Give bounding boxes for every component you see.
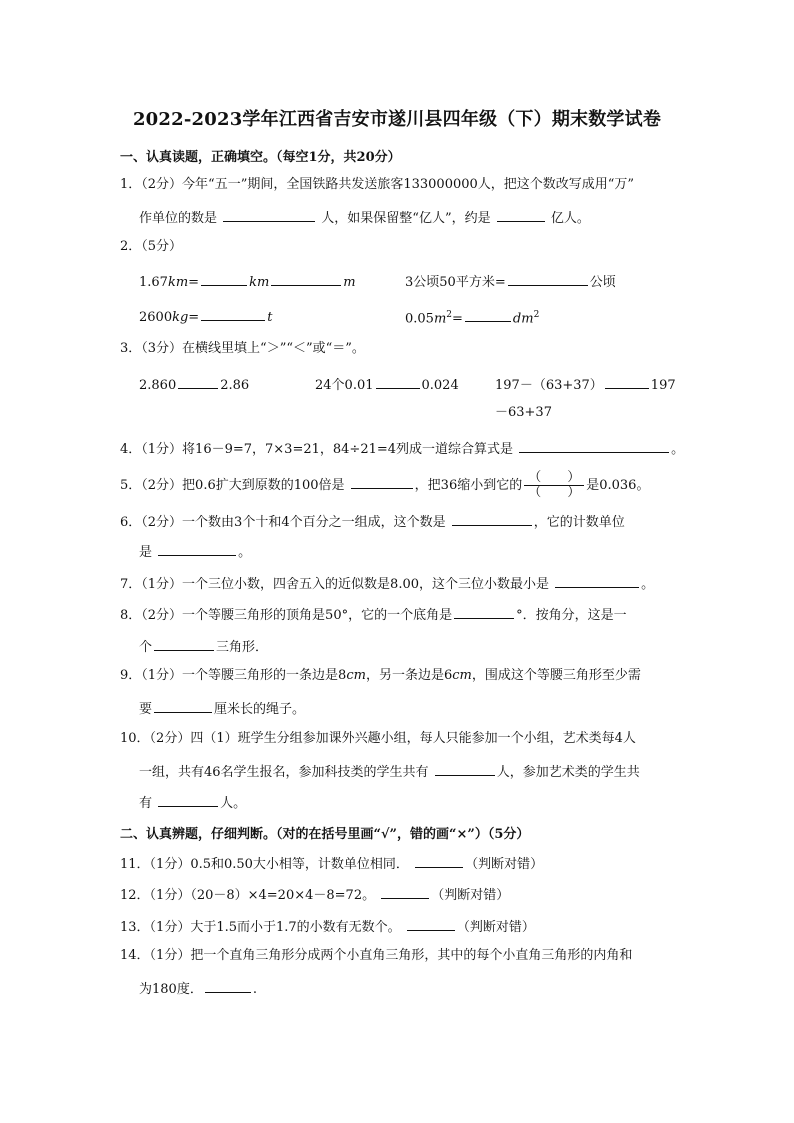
q2-a-eq: = [188, 275, 200, 290]
question-12 [120, 884, 509, 905]
q10-blank-2[interactable] [158, 792, 218, 807]
q3-a-blank[interactable] [178, 374, 218, 389]
question-2-head: 2．（5分） [120, 239, 183, 254]
q7-end: 。 [641, 577, 655, 592]
q6-text-d: 。 [238, 545, 252, 560]
q2-c-unit-kg: kg [172, 310, 189, 325]
question-2-item-a [139, 271, 356, 292]
q2-c-value: 2600 [139, 310, 173, 325]
question-13 [120, 916, 535, 937]
q3-b-blank[interactable] [376, 374, 420, 389]
q2-d-sup-2: 2 [533, 310, 540, 320]
q2-a-unit-km-2: km [249, 275, 270, 290]
q11-text: 11．（1分）0.5和0.50大小相等，计数单位相同． [120, 857, 409, 872]
q12-text: 12．（1分）（20－8）×4=20×4－8=72。 [120, 888, 376, 903]
q6-text-c: 是 [139, 545, 153, 560]
question-6-line-1 [120, 511, 625, 532]
question-3-item-c-continued: －63+37 [495, 405, 552, 420]
q5-fraction-denominator: （ ） [528, 485, 581, 500]
q10-text-c: 有 [139, 796, 153, 811]
q12-end: （判断对错） [431, 888, 510, 903]
q5-text-b: ，把36缩小到它的 [414, 478, 523, 493]
q2-d-eq: = [452, 311, 463, 327]
question-1-blank-2[interactable] [497, 207, 545, 222]
q3-a-left: 2.860 [139, 378, 177, 393]
question-3-item-a [139, 374, 249, 395]
q9-unit-cm-2: cm [452, 668, 472, 683]
q2-d-value: 0.05 [405, 311, 434, 327]
q11-blank[interactable] [415, 853, 463, 868]
question-2-item-d [405, 306, 539, 328]
question-3-item-c [495, 374, 676, 395]
q2-a-value: 1.67 [139, 275, 168, 290]
q8-text-a: 8．（2分）一个等腰三角形的顶角是50°，它的一个底角是 [120, 608, 453, 623]
q5-text-c: 是0.036。 [586, 478, 650, 493]
q4-blank[interactable] [519, 438, 669, 453]
q2-c-eq: = [188, 310, 200, 325]
q2-c-unit-t: t [267, 310, 273, 325]
q3-a-right: 2.86 [220, 378, 250, 393]
q10-blank-1[interactable] [435, 761, 495, 776]
q3-c-right: 197 [650, 378, 676, 393]
question-8-line-1 [120, 604, 627, 625]
q2-b-unit: 公顷 [589, 275, 616, 290]
question-6-line-2 [139, 541, 251, 562]
q6-blank-2[interactable] [158, 541, 236, 556]
q9-text-a: 9．（1分）一个等腰三角形的一条边是8 [120, 668, 347, 683]
q8-text-c: 个 [139, 640, 153, 655]
question-1-line-2 [139, 207, 590, 228]
q3-c-left: 197－（63+37） [495, 378, 603, 393]
q4-text: 4．（1分）将16－9=7，7×3=21，84÷21=4列成一道综合算式是 [120, 442, 514, 457]
question-8-line-2 [139, 636, 268, 657]
q2-b-blank[interactable] [508, 271, 588, 286]
question-3-head: 3．（3分）在横线里填上“＞”“＜”或“＝”。 [120, 341, 365, 356]
q13-end: （判断对错） [456, 920, 535, 935]
q9-blank[interactable] [154, 698, 212, 713]
q5-text-a: 5．（2分）把0.6扩大到原数的100倍是 [120, 478, 345, 493]
question-14-line-2 [139, 978, 257, 999]
section-1-heading: 一、认真读题，正确填空。（每空1分，共20分） [120, 150, 401, 165]
q11-end: （判断对错） [465, 857, 544, 872]
question-2-item-c [139, 306, 272, 327]
question-3-item-b [315, 374, 459, 395]
q2-d-unit-dm: dm [512, 311, 534, 327]
q12-blank[interactable] [381, 884, 429, 899]
q5-blank[interactable] [351, 474, 413, 489]
question-4 [120, 438, 684, 459]
q13-blank[interactable] [407, 916, 455, 931]
q2-d-sup: 2 [446, 310, 453, 320]
q6-text-b: ，它的计数单位 [533, 515, 625, 530]
q6-blank-1[interactable] [452, 511, 532, 526]
question-2-item-b [405, 271, 616, 292]
question-1-text-c: 亿人。 [550, 211, 590, 226]
q2-a-unit-km: km [167, 275, 189, 290]
q4-end: 。 [671, 442, 685, 457]
question-11 [120, 853, 543, 874]
q10-text-b: 人，参加艺术类的学生共 [496, 765, 640, 780]
q14-blank[interactable] [205, 978, 251, 993]
q7-text: 7．（1分）一个三位小数，四舍五入的近似数是8.00，这个三位小数最小是 [120, 577, 549, 592]
question-10-line-2 [139, 761, 640, 782]
q2-d-blank[interactable] [465, 307, 511, 322]
question-1-text-b: 人，如果保留整“亿人”，约是 [321, 211, 491, 226]
q2-a-unit-m: m [343, 275, 356, 290]
q9-unit-cm-1: cm [346, 668, 366, 683]
q3-c-blank[interactable] [605, 374, 649, 389]
q9-text-d: 要 [139, 702, 153, 717]
q7-blank[interactable] [555, 573, 639, 588]
question-1-line-1: 1．（2分）今年“五一”期间，全国铁路共发送旅客133000000人，把这个数改写成用“万” [120, 177, 635, 192]
q2-c-blank[interactable] [201, 306, 265, 321]
question-14-line-1: 14．（1分）把一个直角三角形分成两个小直角三角形，其中的每个小直角三角形的内角和 [120, 948, 633, 963]
q8-blank-1[interactable] [454, 604, 514, 619]
q2-d-unit-m: m [433, 311, 447, 327]
question-7 [120, 573, 654, 594]
question-10-line-3 [139, 792, 246, 813]
section-2-heading: 二、认真辨题，仔细判断。（对的在括号里画“√”，错的画“×”）（5分） [120, 827, 530, 842]
question-10-line-1: 10．（2分）四（1）班学生分组参加课外兴趣小组，每人只能参加一个小组，艺术类每4人 [120, 731, 636, 746]
q8-text-b: °．按角分，这是一 [516, 608, 627, 623]
q13-text: 13．（1分）大于1.5而小于1.7的小数有无数个。 [120, 920, 401, 935]
q3-b-left: 24个0.01 [315, 378, 374, 393]
q10-text-a: 一组，共有46名学生报名，参加科技类的学生共有 [139, 765, 429, 780]
q14-text-a: 为180度． [139, 982, 203, 997]
q3-b-right: 0.024 [421, 378, 459, 393]
q8-text-d: 三角形． [216, 640, 269, 655]
question-1-blank-1[interactable] [223, 207, 315, 222]
q14-text-b: . [252, 982, 257, 997]
q8-blank-2[interactable] [154, 636, 214, 651]
question-1-text-a: 作单位的数是 [139, 211, 218, 226]
question-5 [120, 471, 649, 500]
q9-text-b: ，另一条边是6 [365, 668, 453, 683]
question-9-line-1 [120, 667, 641, 685]
q2-b-text: 3公顷50平方米= [405, 275, 506, 290]
question-9-line-2 [139, 698, 305, 719]
q5-fraction-numerator: （ ） [524, 471, 584, 486]
q10-text-d: 人。 [220, 796, 247, 811]
q9-text-c: ，围成这个等腰三角形至少需 [471, 668, 641, 683]
q2-a-blank-2[interactable] [271, 271, 341, 286]
q6-text-a: 6．（2分）一个数由3个十和4个百分之一组成，这个数是 [120, 515, 446, 530]
exam-title: 2022-2023学年江西省吉安市遂川县四年级（下）期末数学试卷 [132, 109, 662, 130]
q9-text-e: 厘米长的绳子。 [214, 702, 306, 717]
q2-a-blank-1[interactable] [201, 271, 247, 286]
q5-fraction[interactable] [524, 471, 584, 500]
